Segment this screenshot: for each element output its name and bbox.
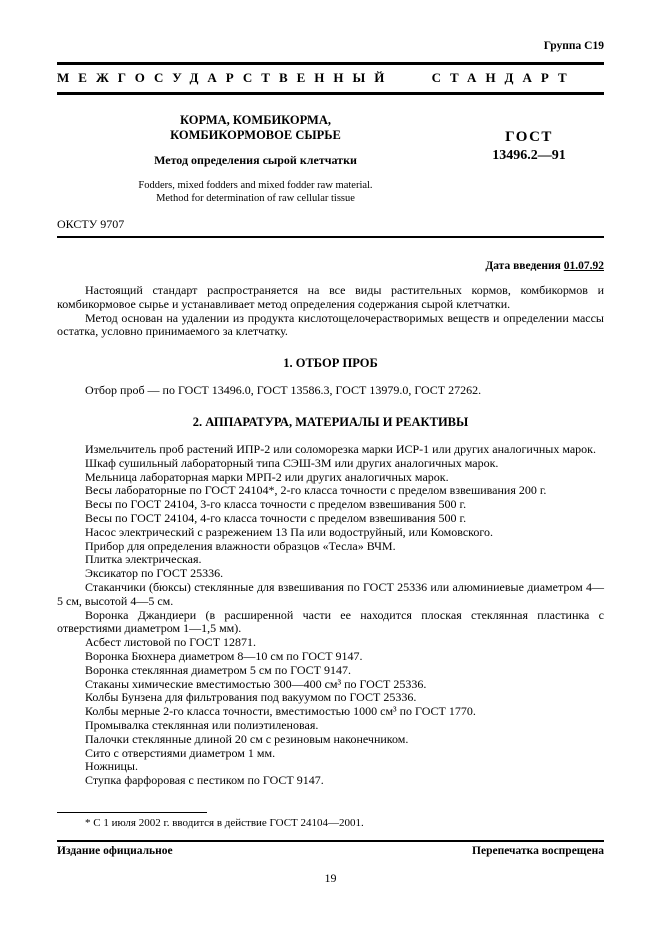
equipment-item: Воронка Джандиери (в расширенной части ее находится плоская стеклянная пластинка с отверстиями диаметром 1—1,5 мм). — [57, 607, 604, 636]
gost-label: ГОСТ — [505, 129, 553, 145]
effective-date-label: Дата введения — [485, 260, 561, 272]
gost-designation — [454, 113, 604, 205]
section2-body — [57, 443, 604, 788]
equipment-item: Воронка стеклянная диаметром 5 см по ГОСТ 9147. — [85, 662, 351, 677]
gost-number: 13496.2—91 — [492, 148, 566, 163]
equipment-item: Мельница лабораторная марки МРП-2 или других аналогичных марок. — [85, 469, 449, 484]
standard-banner-rule — [57, 62, 604, 95]
equipment-item: Ступка фарфоровая с пестиком по ГОСТ 9147. — [85, 773, 324, 788]
equipment-item: Шкаф сушильный лабораторный типа СЭШ-3М или других аналогичных марок. — [85, 455, 499, 470]
footer-reprint-notice: Перепечатка воспрещена — [472, 844, 604, 857]
section2-heading: 2. АППАРАТУРА, МАТЕРИАЛЫ И РЕАКТИВЫ — [192, 414, 469, 429]
equipment-item: Измельчитель проб растений ИПР-2 или соломорезка марки ИСР-1 или других аналогичных марок. — [85, 441, 597, 456]
equipment-item: Воронка Бюхнера диаметром 8—10 см по ГОСТ 9147. — [85, 648, 363, 663]
equipment-item: Стаканчики (бюксы) стеклянные для взвешивания по ГОСТ 25336 или алюминиевые диаметром 4—5 см, высотой 4—5 см. — [57, 579, 604, 608]
okstu-rule — [57, 236, 604, 238]
document-subtitle: Метод определения сырой клетчатки — [154, 153, 357, 167]
okstu-code: ОКСТУ 9707 — [57, 217, 125, 231]
page-number: 19 — [324, 870, 337, 885]
footnote-rule — [57, 812, 207, 813]
intro-paragraph: Метод основан на удалении из продукта кислотощелочерастворимых веществ и определении массы остатка, условно принимаемого за клетчатку. — [57, 310, 604, 339]
equipment-item: Сито с отверстиями диаметром 1 мм. — [85, 745, 276, 760]
document-title-line2: КОМБИКОРМОВОЕ СЫРЬЕ — [170, 128, 341, 142]
equipment-item: Асбест листовой по ГОСТ 12871. — [85, 635, 257, 650]
effective-date-value: 01.07.92 — [563, 260, 604, 272]
document-title-line1: КОРМА, КОМБИКОРМА, — [179, 113, 332, 127]
equipment-item: Колбы Бунзена для фильтрования под вакуумом по ГОСТ 25336. — [85, 690, 417, 705]
equipment-item: Весы лабораторные по ГОСТ 24104*, 2-го класса точности с пределом взвешивания 200 г. — [85, 483, 547, 498]
intro-paragraphs — [57, 284, 604, 339]
group-label: Группа С19 — [543, 40, 604, 52]
equipment-item: Стаканы химические вместимостью 300—400 см³ по ГОСТ 25336. — [85, 676, 427, 691]
section1-heading: 1. ОТБОР ПРОБ — [283, 356, 378, 371]
equipment-item: Палочки стеклянные длиной 20 см с резиновым наконечником. — [85, 731, 409, 746]
footer — [57, 845, 604, 857]
footnote: * С 1 июля 2002 г. вводится в действие ГОСТ 24104—2001. — [85, 816, 364, 829]
title-block — [57, 113, 604, 205]
english-title — [57, 180, 454, 205]
equipment-item: Эксикатор по ГОСТ 25336. — [85, 566, 224, 581]
equipment-item: Ножницы. — [85, 759, 138, 774]
title-left-column — [57, 113, 454, 205]
english-title-line2: Method for determination of raw cellular tissue — [156, 192, 355, 204]
effective-date — [57, 260, 604, 272]
equipment-item: Прибор для определения влажности образцов «Тесла» ВЧМ. — [85, 538, 396, 553]
equipment-item: Колбы мерные 2-го класса точности, вместимостью 1000 см³ по ГОСТ 1770. — [85, 704, 476, 719]
footer-rule — [57, 840, 604, 842]
english-title-line1: Fodders, mixed fodders and mixed fodder raw material. — [138, 180, 373, 191]
equipment-item: Насос электрический с разрежением 13 Па или водоструйный, или Комовского. — [85, 524, 493, 539]
standard-banner: МЕЖГОСУДАРСТВЕННЫЙ СТАНДАРТ — [57, 70, 576, 85]
intro-paragraph: Настоящий стандарт распространяется на все виды растительных кормов, комбикормов и комбикормовое сырье и устанавливает метод определения содержания сырой клетчатки. — [57, 283, 604, 311]
footer-official-edition: Издание официальное — [57, 844, 173, 857]
equipment-item: Промывалка стеклянная или полиэтиленовая. — [85, 717, 319, 732]
equipment-item: Плитка электрическая. — [85, 552, 202, 567]
section1-paragraph: Отбор проб — по ГОСТ 13496.0, ГОСТ 13586.3, ГОСТ 13979.0, ГОСТ 27262. — [85, 383, 482, 398]
equipment-item: Весы по ГОСТ 24104, 3-го класса точности с пределом взвешивания 500 г. — [85, 497, 467, 512]
section1-body — [57, 384, 604, 398]
equipment-item: Весы по ГОСТ 24104, 4-го класса точности с пределом взвешивания 500 г. — [85, 510, 467, 525]
